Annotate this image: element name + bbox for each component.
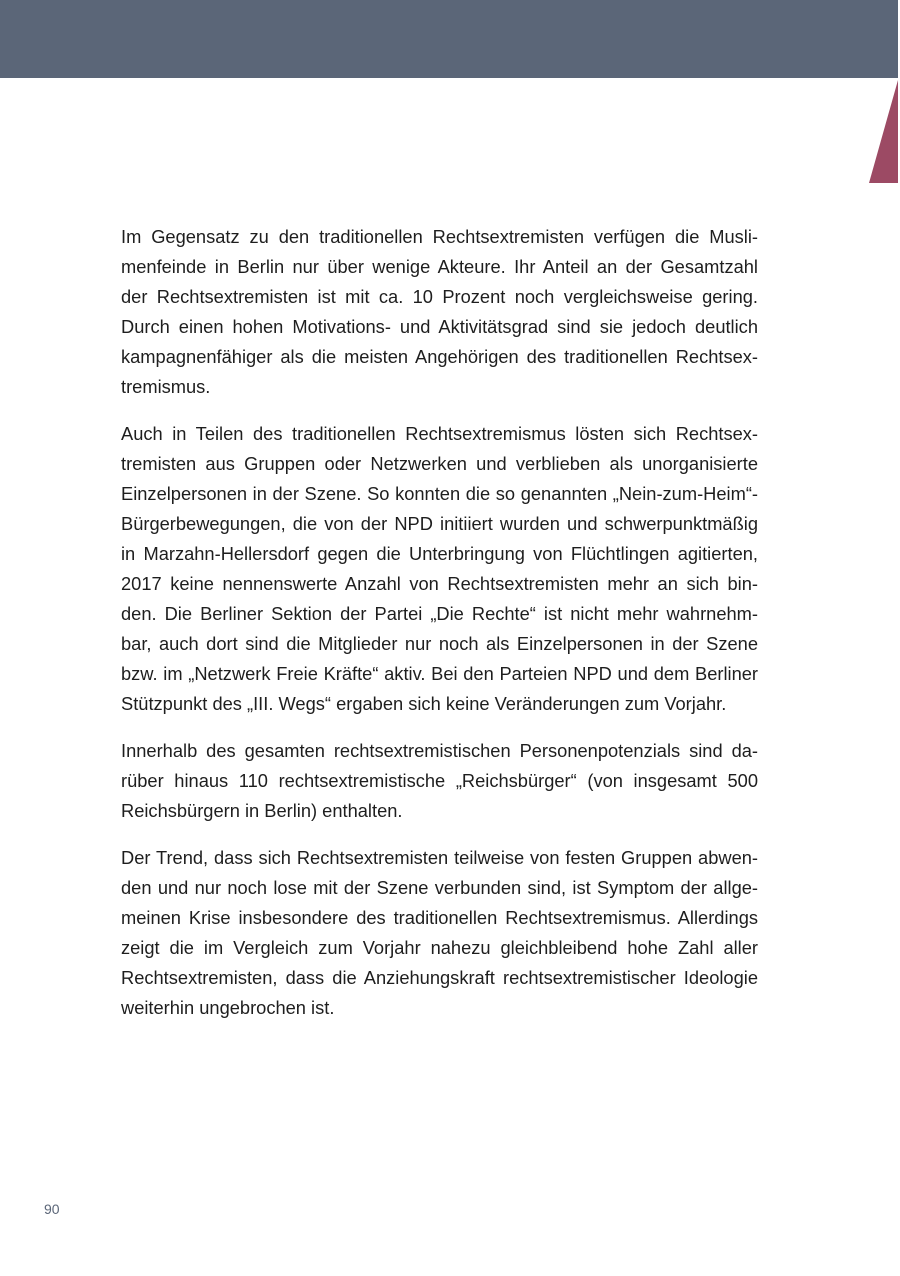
text-line: menfeinde in Berlin nur über wenige Akteure. Ihr Anteil an der Gesamtzahl [121, 256, 758, 277]
text-line: Auch in Teilen des traditionellen Rechtsextremismus lösten sich Rechtsex- [121, 423, 758, 444]
text-line: Im Gegensatz zu den traditionellen Rechtsextremisten verfügen die Musli- [121, 226, 758, 247]
text-line: meinen Krise insbesondere des traditionellen Rechtsextremismus. Allerdings [121, 907, 758, 928]
corner-accent-triangle [869, 80, 898, 183]
page-number: 90 [44, 1201, 60, 1217]
text-line: Stützpunkt des „III. Wegs“ ergaben sich keine Veränderungen zum Vorjahr. [121, 693, 727, 714]
text-line: Innerhalb des gesamten rechtsextremistischen Personenpotenzials sind da- [121, 740, 758, 761]
header-bar [0, 0, 898, 78]
text-line: Bürgerbewegungen, die von der NPD initiiert wurden und schwerpunktmäßig [121, 513, 758, 534]
paragraph [121, 419, 758, 719]
text-line: bzw. im „Netzwerk Freie Kräfte“ aktiv. Bei den Parteien NPD und dem Berliner [121, 663, 758, 684]
paragraph [121, 843, 758, 1023]
text-line: den und nur noch lose mit der Szene verbunden sind, ist Symptom der allge- [121, 877, 758, 898]
text-line: rüber hinaus 110 rechtsextremistische „Reichsbürger“ (von insgesamt 500 [121, 770, 758, 791]
paragraph [121, 222, 758, 402]
body-text [121, 222, 758, 1040]
text-line: kampagnenfähiger als die meisten Angehörigen des traditionellen Rechtsex- [121, 346, 758, 367]
text-line: Der Trend, dass sich Rechtsextremisten teilweise von festen Gruppen abwen- [121, 847, 758, 868]
text-line: Durch einen hohen Motivations- und Aktivitätsgrad sind sie jedoch deutlich [121, 316, 758, 337]
text-line: Reichsbürgern in Berlin) enthalten. [121, 800, 403, 821]
paragraph [121, 736, 758, 826]
text-line: Rechtsextremisten, dass die Anziehungskraft rechtsextremistischer Ideologie [121, 967, 758, 988]
text-line: weiterhin ungebrochen ist. [121, 997, 335, 1018]
text-line: zeigt die im Vergleich zum Vorjahr nahezu gleichbleibend hohe Zahl aller [121, 937, 758, 958]
text-line: tremismus. [121, 376, 211, 397]
text-line: 2017 keine nennenswerte Anzahl von Rechtsextremisten mehr an sich bin- [121, 573, 758, 594]
text-line: bar, auch dort sind die Mitglieder nur noch als Einzelpersonen in der Szene [121, 633, 758, 654]
text-line: den. Die Berliner Sektion der Partei „Die Rechte“ ist nicht mehr wahrnehm- [121, 603, 758, 624]
text-line: Einzelpersonen in der Szene. So konnten die so genannten „Nein-zum-Heim“- [121, 483, 758, 504]
text-line: in Marzahn-Hellersdorf gegen die Unterbringung von Flüchtlingen agitierten, [121, 543, 758, 564]
text-line: der Rechtsextremisten ist mit ca. 10 Prozent noch vergleichsweise gering. [121, 286, 758, 307]
text-line: tremisten aus Gruppen oder Netzwerken und verblieben als unorganisierte [121, 453, 758, 474]
